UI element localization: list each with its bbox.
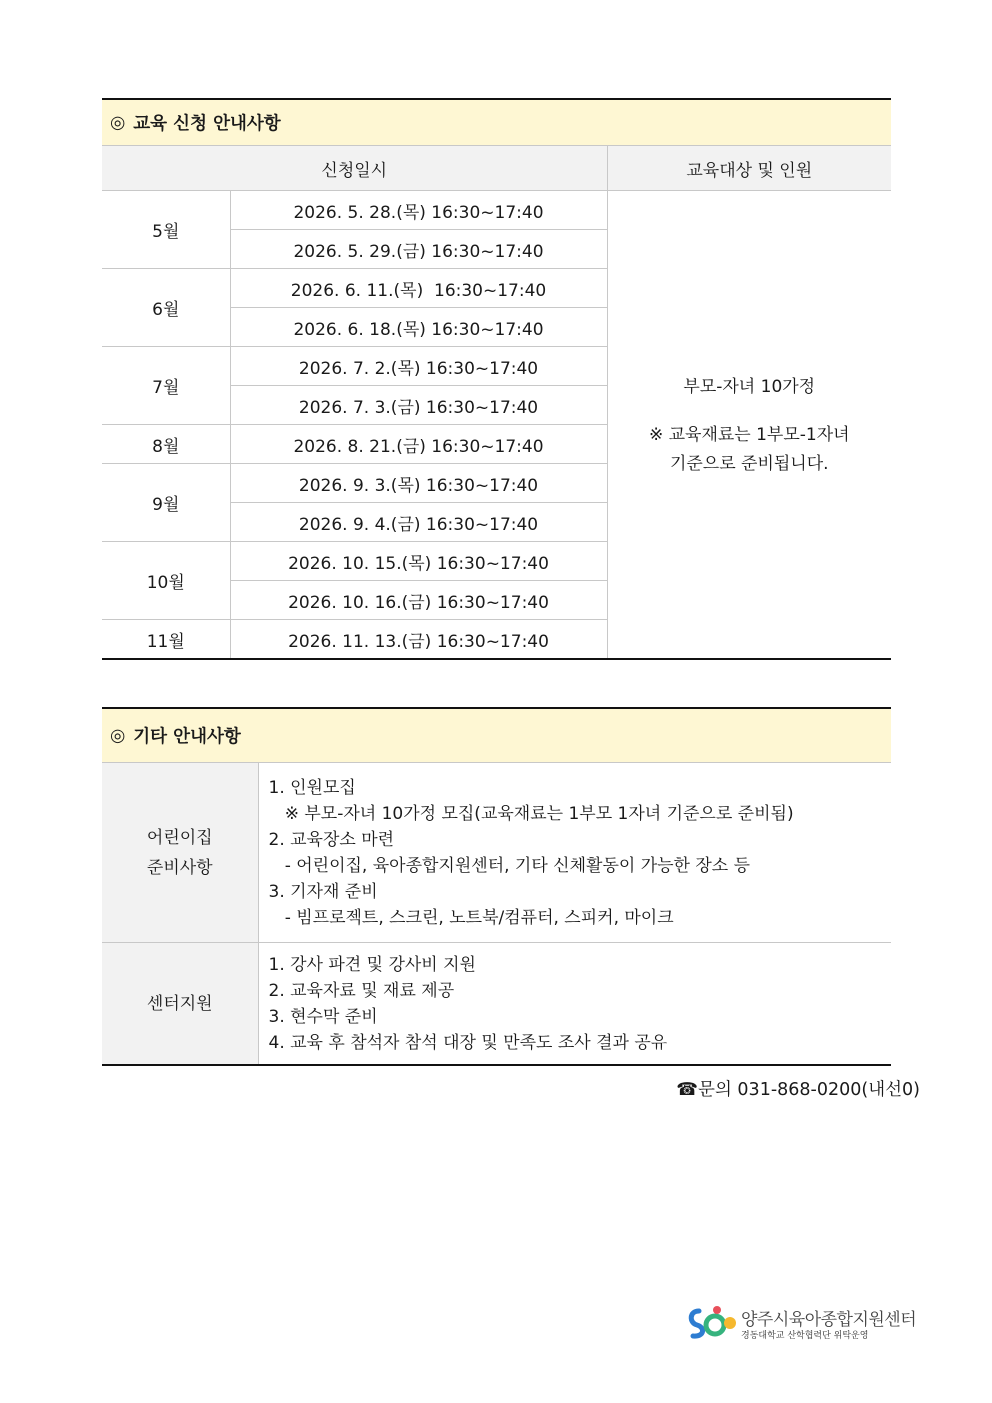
etc-table [102,763,891,1066]
date-cell: 2026. 6. 11.(목) 16:30~17:40 [230,269,607,308]
content-line: - 어린이집, 육아종합지원센터, 기타 신체활동이 가능한 장소 등 [268,855,751,876]
schedule-section [102,98,891,660]
daycare-label-line2: 준비사항 [146,857,213,878]
date-cell: 2026. 5. 29.(금) 16:30~17:40 [230,230,607,269]
month-cell: 6월 [102,269,230,347]
content-line: 3. 현수막 준비 [268,1006,378,1027]
content-line: 1. 강사 파견 및 강사비 지원 [268,954,476,975]
schedule-section-title: 교육 신청 안내사항 [133,114,281,134]
center-label: 센터지원 [102,943,258,1066]
double-circle-icon: ◎ [110,112,126,133]
target-text: 부모-자녀 10가정 [683,376,816,397]
month-cell: 9월 [102,464,230,542]
daycare-content [258,763,891,943]
content-line: 2. 교육자료 및 재료 제공 [268,980,455,1001]
etc-section-title: 기타 안내사항 [133,727,241,747]
target-cell [607,191,891,660]
header-date: 신청일시 [102,146,607,191]
phone-icon: ☎ [676,1080,699,1100]
content-line: - 빔프로젝트, 스크린, 노트북/컴퓨터, 스피커, 마이크 [268,907,674,928]
content-line: 4. 교육 후 참석자 참석 대장 및 만족도 조사 결과 공유 [268,1032,668,1053]
double-circle-icon: ◎ [110,725,126,746]
material-note-line2: 기준으로 준비됩니다. [669,453,829,474]
schedule-row [102,191,891,230]
date-cell: 2026. 10. 16.(금) 16:30~17:40 [230,581,607,620]
date-cell: 2026. 9. 3.(목) 16:30~17:40 [230,464,607,503]
contact-text: 문의 031-868-0200(내선0) [698,1080,920,1100]
logo-name: 양주시육아종합지원센터 [741,1310,917,1330]
daycare-row [102,763,891,943]
content-line: ※ 부모-자녀 10가정 모집(교육재료는 1부모 1자녀 기준으로 준비됨) [268,803,794,824]
date-cell: 2026. 9. 4.(금) 16:30~17:40 [230,503,607,542]
date-cell: 2026. 8. 21.(금) 16:30~17:40 [230,425,607,464]
material-note-line1: ※ 교육재료는 1부모-1자녀 [648,424,850,445]
schedule-header-row [102,146,891,191]
schedule-section-header [102,98,891,146]
content-line: 2. 교육장소 마련 [268,829,395,850]
center-row [102,943,891,1066]
etc-section [102,707,891,1066]
date-cell: 2026. 5. 28.(목) 16:30~17:40 [230,191,607,230]
date-cell: 2026. 10. 15.(목) 16:30~17:40 [230,542,607,581]
center-logo [685,1303,925,1345]
header-target: 교육대상 및 인원 [607,146,891,191]
date-cell: 2026. 7. 3.(금) 16:30~17:40 [230,386,607,425]
etc-section-header [102,707,891,763]
logo-subtitle: 경동대학교 산학협력단 위탁운영 [741,1331,869,1341]
month-cell: 8월 [102,425,230,464]
daycare-label [102,763,258,943]
date-cell: 2026. 11. 13.(금) 16:30~17:40 [230,620,607,660]
content-line: 1. 인원모집 [268,777,356,798]
content-line: 3. 기자재 준비 [268,881,378,902]
month-cell: 7월 [102,347,230,425]
month-cell: 5월 [102,191,230,269]
month-cell: 11월 [102,620,230,660]
date-cell: 2026. 7. 2.(목) 16:30~17:40 [230,347,607,386]
date-cell: 2026. 6. 18.(목) 16:30~17:40 [230,308,607,347]
daycare-label-line1: 어린이집 [146,827,213,848]
logo-mark-icon [685,1303,739,1341]
month-cell: 10월 [102,542,230,620]
center-content [258,943,891,1066]
schedule-table [102,146,891,660]
contact-info [676,1076,920,1101]
